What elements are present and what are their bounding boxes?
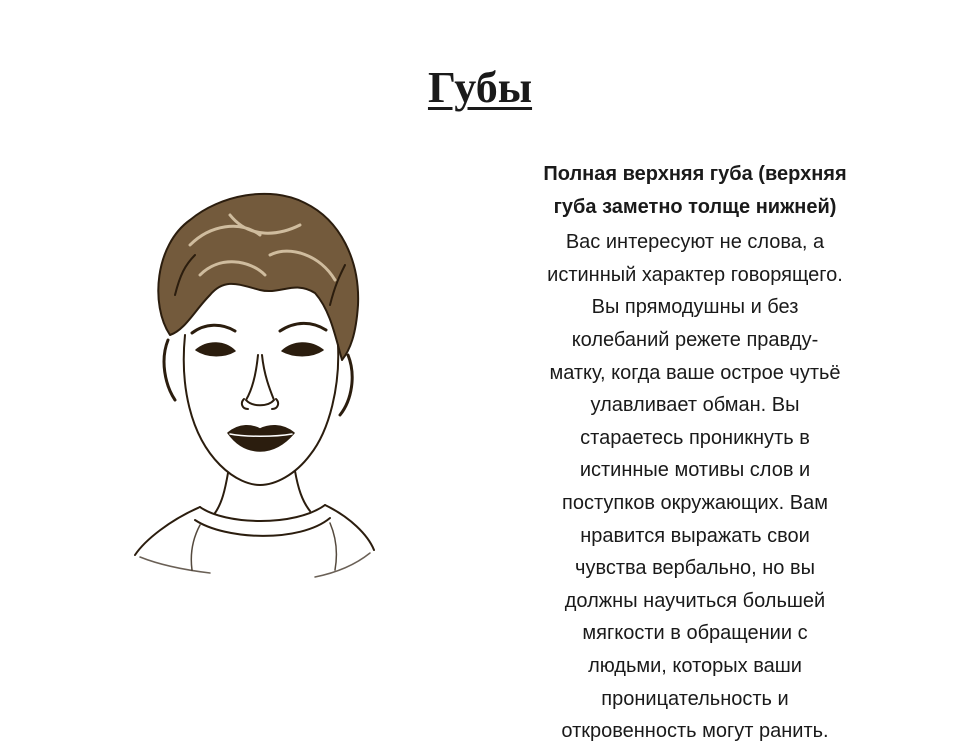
body-line: проницательность и <box>601 687 789 710</box>
body-line: Вы прямодушны и без <box>591 296 799 319</box>
right-eye <box>282 343 323 356</box>
body-line: матку, когда ваше острое чутьё <box>549 361 841 384</box>
heading-line: губа заметно толще нижней) <box>553 195 837 218</box>
face-sketch-illustration <box>130 185 375 580</box>
body-line: должны научиться большей <box>564 589 826 612</box>
lips <box>228 426 294 451</box>
body-line: мягкости в обращении с <box>582 622 808 645</box>
description-text-block <box>500 158 890 748</box>
body-line: Вас интересуют не слова, а <box>565 231 825 254</box>
body-line: чувства вербально, но вы <box>575 557 815 580</box>
body-line: нравится выражать свои <box>580 524 810 547</box>
hair <box>158 194 358 360</box>
body-line: улавливает обман. Вы <box>590 394 800 417</box>
body-line: стараетесь проникнуть в <box>580 426 810 449</box>
face-outline <box>184 335 338 485</box>
body-line: колебаний режете правду- <box>571 328 819 351</box>
left-eye <box>196 343 235 356</box>
shoulders <box>135 505 374 555</box>
body-line: истинный характер говорящего. <box>547 263 843 286</box>
heading-line: Полная верхняя губа (верхняя <box>543 163 847 185</box>
lip-type-description <box>500 226 890 748</box>
body-line: людьми, которых ваши <box>588 654 802 677</box>
body-line: откровенность могут ранить. <box>561 720 829 743</box>
lip-type-heading <box>500 158 890 223</box>
body-line: истинные мотивы слов и <box>579 459 811 482</box>
nose <box>246 355 274 405</box>
slide-title: Губы <box>427 63 533 112</box>
body-line: поступков окружающих. Вам <box>562 491 828 514</box>
